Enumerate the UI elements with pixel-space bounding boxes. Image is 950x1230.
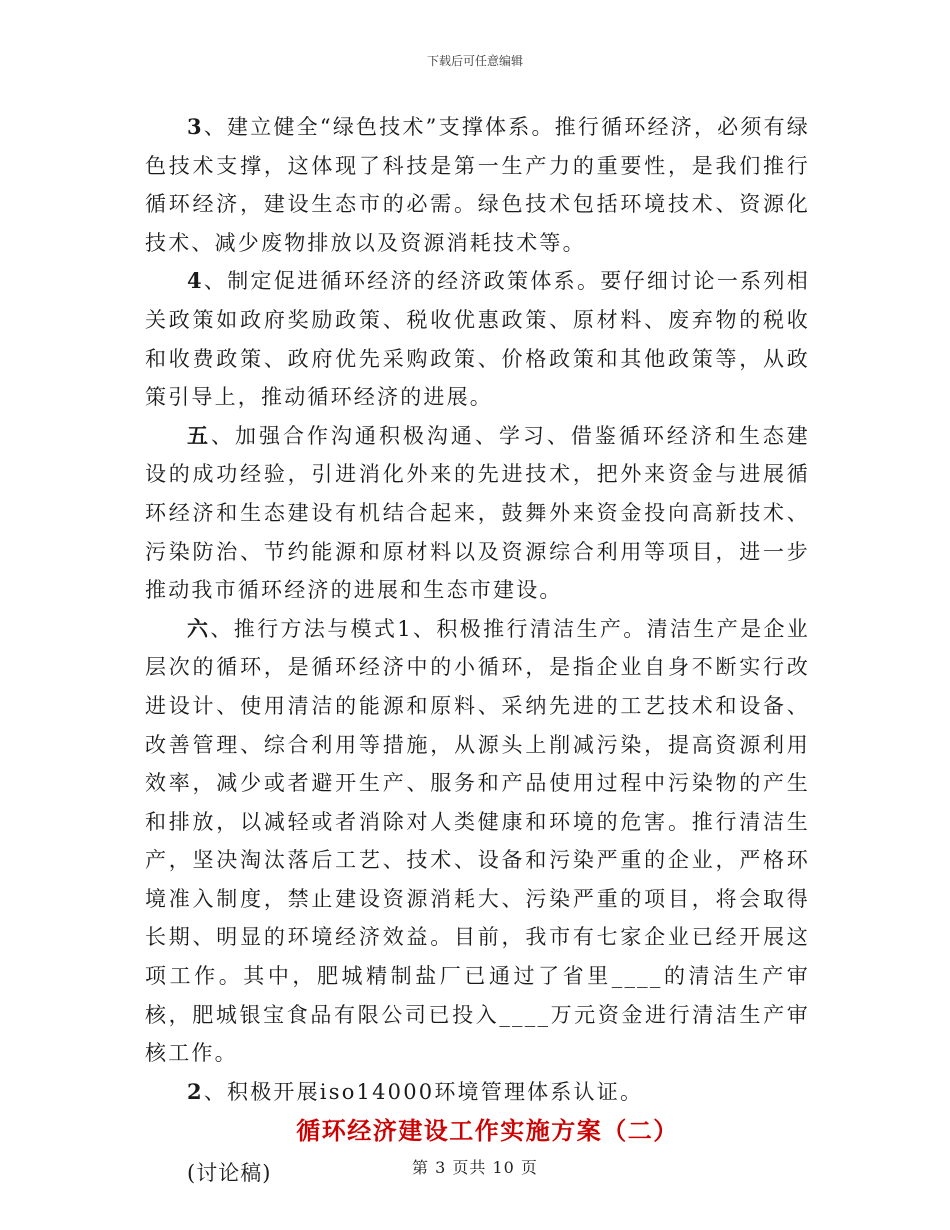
paragraph-economic-policy [145,262,810,416]
page-number: 第 3 页共 10 页 [412,1158,538,1177]
paragraph-methods [145,610,810,1073]
paragraph-text: 、加强合作沟通积极沟通、学习、借鉴循环经济和生态建设的成功经验，引进消化外来的先进技术，把外来资金与进展循环经济和生态建设有机结合起来，鼓舞外来资金投向高新技术、污染防治、节约能源和原材料以及资源综合利用等项目，进一步推动我市循环经济的进展和生态市建设。 [145,423,811,603]
paragraph-text: 、制定促进循环经济的经济政策体系。要仔细讨论一系列相关政策如政府奖励政策、税收优惠政策、原材料、废弃物的税收和收费政策、政府优先采购政策、价格政策和其他政策等，从政策引导上，推动循环经济的进展。 [145,269,810,410]
paragraph-lead: 2 [187,1078,204,1104]
paragraph-text: 、积极开展iso14000环境管理体系认证。 [203,1079,644,1104]
header-note: 下载后可任意编辑 [426,54,523,68]
paragraph-green-technology [145,108,810,262]
paragraph-iso-certification [145,1073,810,1112]
paragraph-lead: 4 [187,268,204,294]
paragraph-text: 、推行方法与模式1、积极推行清洁生产。清洁生产是企业层次的循环，是循环经济中的小循环，是指企业自身不断实行改进设计、使用清洁的能源和原料、采纳先进的工艺技术和设备、改善管理、综合利用等措施，从源头上削减污染，提高资源利用效率，减少或者避开生产、服务和产品使用过程中污染物的产生和排放，以减轻或者消除对人类健康和环境的危害。推行清洁生产，坚决淘汰落后工艺、技术、设备和污染严重的企业，严格环境准入制度，禁止建设资源消耗大、污染严重的项目，将会取得长期、明显的环境经济效益。目前，我市有七家企业已经开展这项工作。其中，肥城精制盐厂已通过了省里____的清洁生产审核，肥城银宝食品有限公司已投入____万元资金进行清洁生产审核工作。 [145,616,811,1066]
document-body [145,108,810,1195]
section-title: 循环经济建设工作实施方案（二） [296,1116,679,1146]
paragraph-text: 、建立健全“绿色技术”支撑体系。推行循环经济，必须有绿色技术支撑，这体现了科技是第一生产力的重要性，是我们推行循环经济，建设生态市的必需。绿色技术包括环境技术、资源化技术、减少废物排放以及资源消耗技术等。 [145,115,810,255]
paragraph-lead: 六 [187,615,211,641]
paragraph-lead: 3 [187,114,204,139]
paragraph-lead: 五 [187,422,211,448]
draft-note: (讨论稿) [187,1161,272,1186]
paragraph-cooperation [145,417,810,610]
